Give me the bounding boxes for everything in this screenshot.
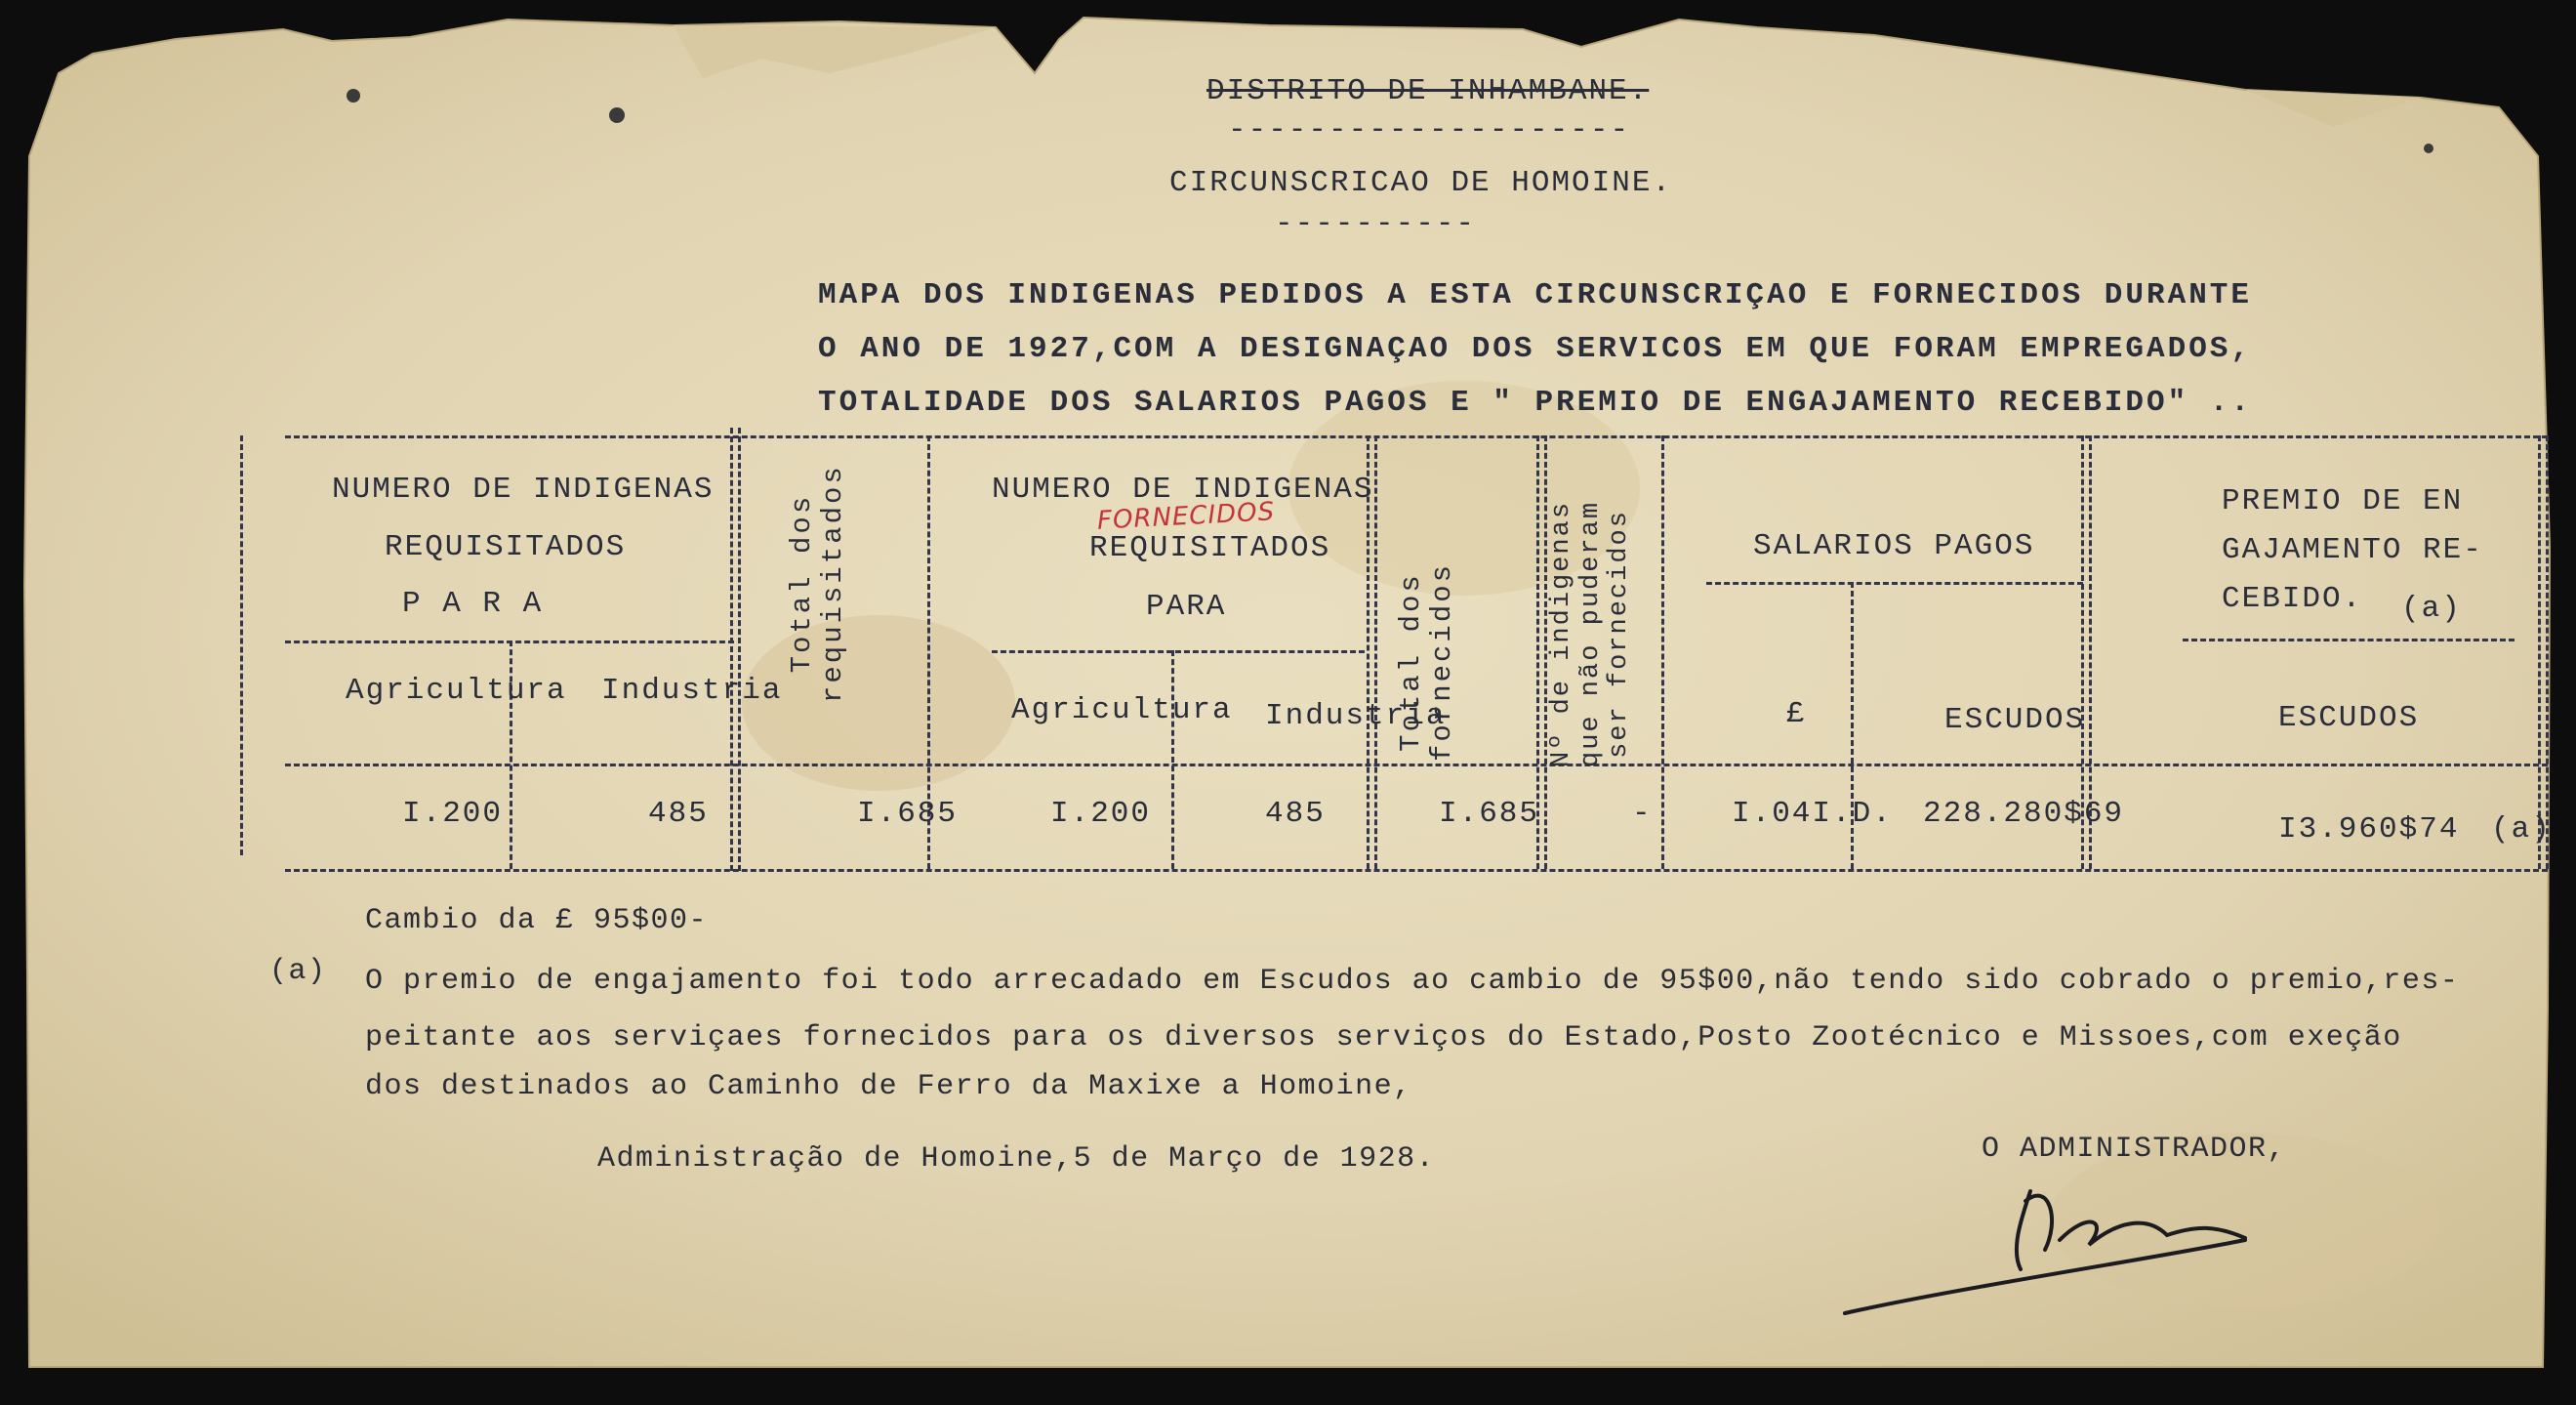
handwritten-fornecidos: FORNECIDOS — [1096, 497, 1276, 536]
cell-premio-mark: (a) — [2491, 812, 2552, 847]
total-fornecidos-header — [1396, 562, 1458, 762]
title-line-1: MAPA DOS INDIGENAS PEDIDOS A ESTA CIRCUNSCRIÇAO E FORNECIDOS DURANTE — [818, 278, 2253, 312]
cell-salarios-libras: I.04I.D. — [1732, 797, 1893, 831]
forn-header-line-1: NUMERO DE INDIGENAS — [992, 473, 1374, 507]
total-requisitados-line-2: requisitados — [816, 464, 849, 703]
salarios-header: SALARIOS PAGOS — [1753, 529, 2035, 563]
spot — [347, 89, 360, 103]
district-heading: DISTRITO DE INHAMBANE. — [1206, 74, 1650, 108]
spot — [2424, 144, 2433, 153]
cell-forn-agricultura: I.200 — [1050, 797, 1152, 831]
district-underline: -------------------- — [1228, 113, 1631, 147]
premio-header-line-1: PREMIO DE EN — [2222, 484, 2464, 518]
cell-premio-escudos: I3.960$74 — [2278, 812, 2460, 847]
table-row-rule — [285, 764, 2548, 766]
title-line-3: TOTALIDADE DOS SALARIOS PAGOS E " PREMIO DE ENGAJAMENTO RECEBIDO" .. — [818, 386, 2253, 420]
salarios-col-escudos: ESCUDOS — [1944, 703, 2086, 737]
total-fornecidos-line-2: fornecidos — [1425, 561, 1458, 762]
forn-col-agricultura: Agricultura — [1011, 693, 1233, 727]
forn-col-industria: Industria — [1265, 699, 1447, 733]
cell-nao-fornecidos: - — [1632, 797, 1653, 831]
forn-group-rule — [992, 650, 1365, 653]
premio-header-line-3: CEBIDO. — [2222, 582, 2363, 616]
premio-note-mark: (a) — [2401, 592, 2462, 626]
forn-header-line-3: PARA — [1146, 590, 1227, 624]
cell-salarios-escudos: 228.280$69 — [1923, 797, 2125, 831]
req-col-industria: Industria — [601, 674, 783, 708]
note-line-3: dos destinados ao Caminho de Ferro da Maxixe a Homoine, — [365, 1070, 1412, 1103]
salarios-col-libras: £ — [1786, 697, 1807, 731]
note-line-1: O premio de engajamento foi todo arrecadado em Escudos ao cambio de 95$00,não tendo sido cobrado o premio,res- — [365, 965, 2460, 998]
req-col-agricultura: Agricultura — [346, 674, 567, 708]
forn-header-line-2: REQUISITADOS — [1089, 531, 1331, 565]
premio-col-escudos: ESCUDOS — [2278, 701, 2420, 735]
total-fornecidos-line-1: Total dos — [1395, 572, 1427, 752]
col-divider — [1171, 650, 1174, 869]
req-header-line-3: P A R A — [402, 587, 544, 621]
nao-fornecidos-line-1: Nº de indigenas — [1547, 500, 1576, 767]
spot — [609, 107, 625, 123]
exchange-rate: Cambio da £ 95$00- — [365, 904, 709, 937]
req-header-line-2: REQUISITADOS — [385, 530, 627, 564]
total-requisitados-line-1: Total dos — [786, 493, 818, 674]
cell-total-fornecidos: I.685 — [1439, 797, 1540, 831]
col-divider-double — [730, 428, 741, 871]
table-top-rule — [285, 435, 2548, 438]
cell-forn-industria: 485 — [1265, 797, 1326, 831]
note-mark: (a) — [269, 955, 327, 988]
table-left-border — [240, 435, 243, 855]
premio-group-rule — [2183, 639, 2515, 641]
title-line-2: O ANO DE 1927,COM A DESIGNAÇAO DOS SERVICOS EM QUE FORAM EMPREGADOS, — [818, 332, 2253, 366]
total-requisitados-header — [787, 464, 849, 703]
circumscription-heading: CIRCUNSCRICAO DE HOMOINE. — [1169, 166, 1673, 200]
place-and-date: Administração de Homoine,5 de Março de 1928. — [597, 1142, 1436, 1176]
note-line-2: peitante aos serviçaes fornecidos para os diversos serviços do Estado,Posto Zootécnico e Missoes,com exeção — [365, 1021, 2402, 1054]
cell-req-industria: 485 — [648, 797, 709, 831]
table-right-border — [2538, 435, 2549, 869]
col-divider — [1661, 435, 1664, 869]
nao-fornecidos-header — [1548, 501, 1635, 767]
table-bottom-rule — [285, 869, 2548, 872]
req-header-line-1: NUMERO DE INDIGENAS — [332, 473, 715, 507]
signer-title: O ADMINISTRADOR, — [1982, 1133, 2287, 1166]
cell-req-agricultura: I.200 — [402, 797, 504, 831]
cell-total-requisitados: I.685 — [857, 797, 959, 831]
nao-fornecidos-line-3: ser fornecidos — [1605, 510, 1635, 759]
premio-header-line-2: GAJAMENTO RE- — [2222, 533, 2483, 567]
circumscription-underline: ---------- — [1275, 207, 1477, 241]
salarios-group-rule — [1706, 582, 2083, 585]
nao-fornecidos-line-2: que não puderam — [1575, 500, 1606, 767]
